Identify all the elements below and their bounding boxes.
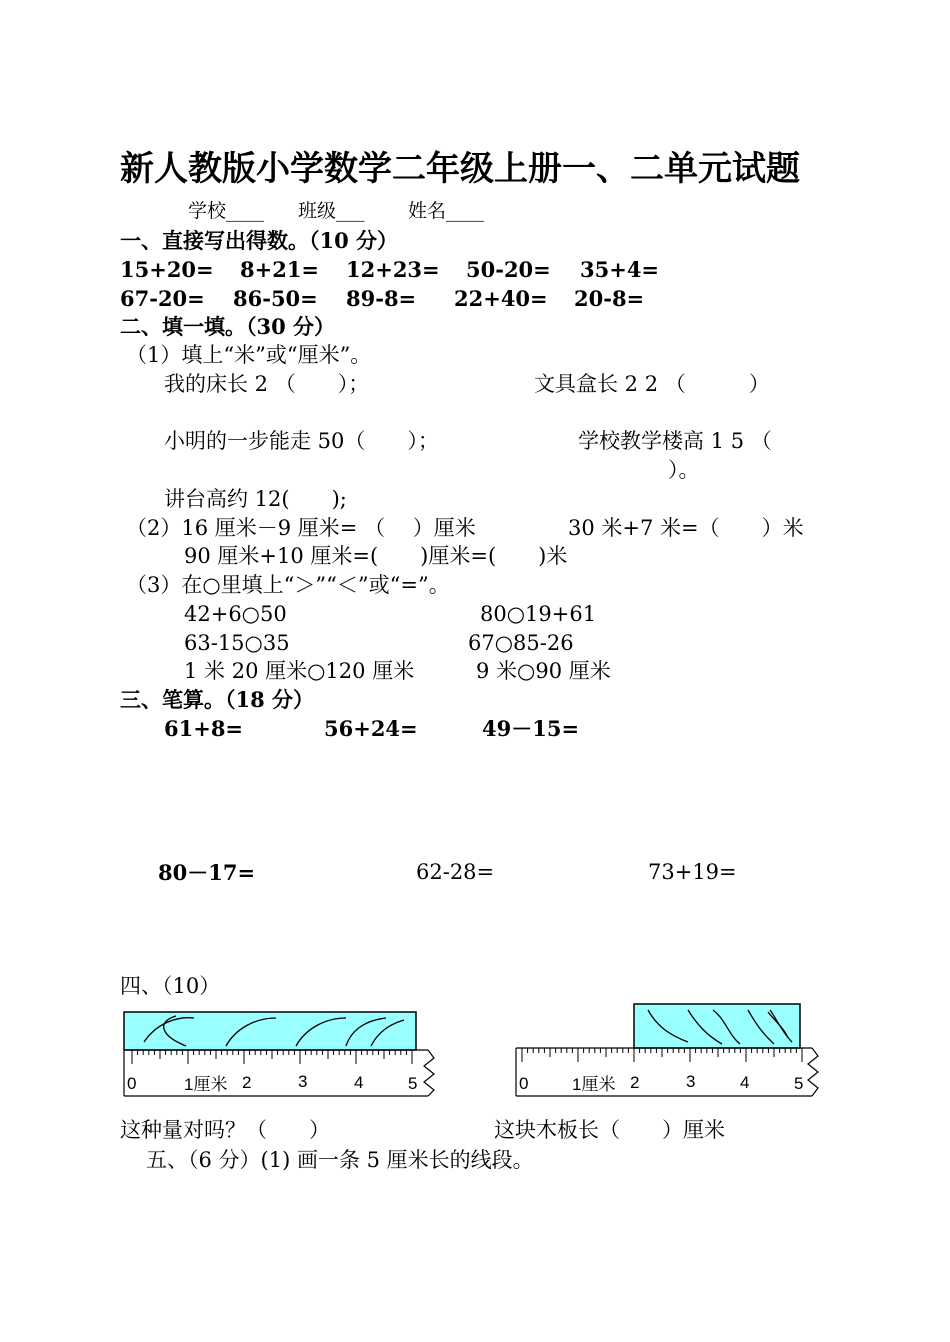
ruler-figure-left bbox=[116, 1006, 442, 1102]
school-field: 学校____ bbox=[188, 200, 265, 222]
ruler-left-label-2: 2 bbox=[242, 1073, 252, 1092]
q1-step: 小明的一步能走 50（ ）； bbox=[164, 429, 439, 453]
page-title: 新人教版小学数学二年级上册一、二单元试题 bbox=[120, 149, 800, 189]
name-field: 姓名____ bbox=[408, 200, 485, 222]
ruler-right-label-0: 0 bbox=[519, 1074, 529, 1093]
ruler-left-label-1: 1厘米 bbox=[184, 1075, 228, 1094]
ruler-right-label-4: 4 bbox=[740, 1073, 750, 1092]
cmp-2: 80○19+61 bbox=[480, 602, 597, 626]
q1-instruction: （1）填上“米”或“厘米”。 bbox=[126, 343, 372, 367]
ruler-right-label-5: 5 bbox=[794, 1074, 804, 1093]
cmp-1: 42+6○50 bbox=[184, 602, 287, 626]
s1-r1-5: 35+4= bbox=[580, 257, 660, 282]
q1-building: 学校教学楼高 1 5 （ bbox=[578, 429, 772, 453]
s3-r2-1: 80－17= bbox=[158, 860, 256, 885]
ruler-right-label-2: 2 bbox=[630, 1073, 640, 1092]
s3-r2-2: 62-28= bbox=[416, 860, 495, 884]
ruler-left-label-0: 0 bbox=[127, 1074, 137, 1093]
section5-heading: 五、（6 分）(1) 画一条 5 厘米长的线段。 bbox=[146, 1148, 534, 1172]
ruler-left-label-5: 5 bbox=[408, 1074, 418, 1093]
s3-r1-2: 56+24= bbox=[324, 716, 418, 741]
cmp-4: 67○85-26 bbox=[468, 631, 574, 655]
s1-r2-1: 67-20= bbox=[120, 286, 205, 311]
s3-r2-3: 73+19= bbox=[648, 860, 737, 884]
cmp-5: 1 米 20 厘米○120 厘米 bbox=[184, 659, 415, 683]
q4-right-question: 这块木板长（ ）厘米 bbox=[494, 1118, 725, 1142]
section2-heading: 二、填一填。（30 分） bbox=[120, 314, 336, 339]
q4-left-question: 这种量对吗？（ ） bbox=[120, 1118, 330, 1142]
q1-building-end: ）。 bbox=[668, 458, 700, 482]
q1-pencil-box: 文具盒长 2 2 （ ） bbox=[534, 372, 770, 396]
s1-r1-4: 50-20= bbox=[466, 257, 551, 282]
s3-r1-1: 61+8= bbox=[164, 716, 244, 741]
q2-line1: （2）16 厘米－9 厘米= （ ）厘米 bbox=[126, 516, 476, 540]
q1-podium: 讲台高约 12( ); bbox=[164, 487, 347, 511]
ruler-right-label-3: 3 bbox=[686, 1072, 696, 1091]
s1-r1-1: 15+20= bbox=[120, 257, 214, 282]
ruler-figure-right bbox=[508, 998, 826, 1102]
ruler-left-label-4: 4 bbox=[354, 1073, 364, 1092]
cmp-3: 63-15○35 bbox=[184, 631, 290, 655]
s1-r2-5: 20-8= bbox=[574, 286, 645, 311]
class-field: 班级___ bbox=[298, 200, 365, 222]
s1-r2-3: 89-8= bbox=[346, 286, 417, 311]
q2-line2: 90 厘米+10 厘米=( )厘米=( )米 bbox=[184, 544, 568, 568]
section4-heading: 四、（10） bbox=[120, 974, 221, 998]
section1-heading: 一、直接写出得数。（10 分） bbox=[120, 228, 399, 253]
s3-r1-3: 49－15= bbox=[482, 716, 580, 741]
ruler-left-label-3: 3 bbox=[298, 1072, 308, 1091]
ruler-right-label-1: 1厘米 bbox=[572, 1075, 616, 1094]
s1-r2-4: 22+40= bbox=[454, 286, 548, 311]
section3-heading: 三、笔算。（18 分） bbox=[120, 687, 315, 712]
cmp-6: 9 米○90 厘米 bbox=[476, 659, 611, 683]
q1-bed: 我的床长 2 （ ）； bbox=[164, 372, 370, 396]
q2-line1b: 30 米+7 米=（ ）米 bbox=[568, 516, 804, 540]
s1-r2-2: 86-50= bbox=[233, 286, 318, 311]
q3-instruction: （3）在○里填上“＞”“＜”或“=”。 bbox=[126, 573, 450, 597]
s1-r1-3: 12+23= bbox=[346, 257, 440, 282]
s1-r1-2: 8+21= bbox=[240, 257, 320, 282]
